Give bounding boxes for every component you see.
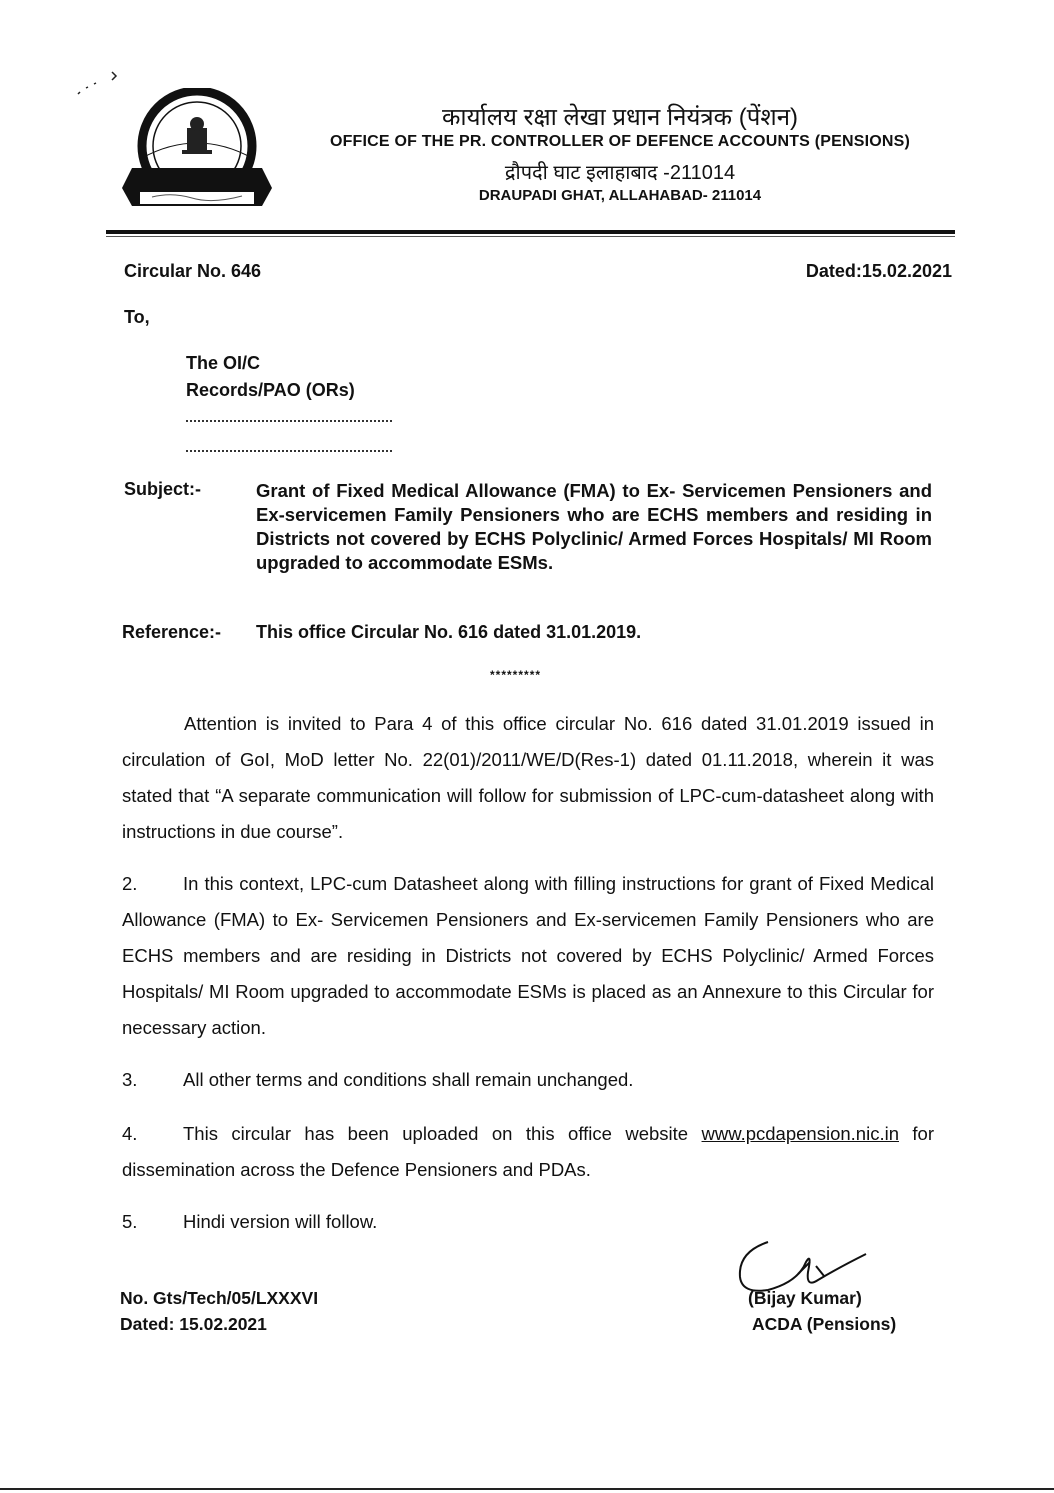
addressee-line-2: Records/PAO (ORs) <box>186 380 355 400</box>
paragraph-number: 2. <box>122 873 138 894</box>
paragraph-4-text-before: This circular has been uploaded on this office website <box>183 1123 702 1144</box>
office-address-english: DRAUPADI GHAT, ALLAHABAD- 211014 <box>478 187 762 204</box>
paragraph-number: 4. <box>122 1123 138 1144</box>
paragraph-5: Hindi version will follow. <box>183 1211 378 1232</box>
reference-date: Dated: 15.02.2021 <box>120 1314 267 1334</box>
addressee-blank-line <box>186 448 392 452</box>
office-address-hindi: द्रौपदी घाट इलाहाबाद -211014 <box>504 162 736 184</box>
office-name-hindi: कार्यालय रक्षा लेखा प्रधान नियंत्रक (पेंशन) <box>441 104 799 131</box>
paragraph-number: 3. <box>122 1069 138 1090</box>
paragraph-2-text: In this context, LPC-cum Datasheet along with filling instructions for grant of Fixed Medical Allowance (FMA) to Ex- Servicemen Pensioners and Ex-servicemen Family Pensioners who are ECHS members and are residing in Districts not covered by ECHS Polyclinic/ Armed Forces Hospitals/ MI Room upgraded to accommodate ESMs is placed as an Annexure to this Circular for necessary action. <box>122 873 934 1038</box>
to-label: To, <box>124 307 150 327</box>
paragraph-4-text-after: for dissemination across the Defence Pensioners and PDAs. <box>122 1123 935 1180</box>
signatory-designation: ACDA (Pensions) <box>752 1314 897 1334</box>
signatory-name: (Bijay Kumar) <box>748 1288 862 1308</box>
addressee-line-1: The OI/C <box>186 353 261 373</box>
page-bottom-edge <box>0 1488 1054 1490</box>
paragraph-1: Attention is invited to Para 4 of this office circular No. 616 dated 31.01.2019 issued in circulation of GoI, MoD letter No. 22(01)/2011/WE/D(Res-1) dated 01.11.2018, wherein it was stated that “A separate communication will follow for submission of LPC-cum-datasheet along with instructions in due course”. <box>122 713 934 842</box>
office-name-english: OFFICE OF THE PR. CONTROLLER OF DEFENCE ACCOUNTS (PENSIONS) <box>329 133 911 150</box>
circular-date: Dated:15.02.2021 <box>805 261 952 281</box>
reference-text: This office Circular No. 616 dated 31.01.2019. <box>256 622 642 642</box>
subject-text: Grant of Fixed Medical Allowance (FMA) to Ex- Servicemen Pensioners and Ex-servicemen Family Pensioners who are ECHS members and residing in Districts not covered by ECHS Polyclinic/ Armed Forces Hospitals/ MI Room upgraded to accommodate ESMs. <box>256 480 932 573</box>
subject-label: Subject:- <box>124 479 202 499</box>
paragraph-2 <box>122 866 934 1046</box>
addressee-blank-line <box>186 418 392 422</box>
department-emblem-icon <box>112 88 282 218</box>
separator-stars: ********* <box>490 668 542 682</box>
circular-number: Circular No. 646 <box>124 261 262 281</box>
letterhead-rule <box>106 230 955 234</box>
paragraph-3: All other terms and conditions shall remain unchanged. <box>183 1069 634 1090</box>
pcda-website-link[interactable]: www.pcdapension.nic.in <box>701 1123 899 1144</box>
reference-number: No. Gts/Tech/05/LXXXVI <box>120 1288 319 1308</box>
paragraph-4 <box>122 1116 934 1188</box>
letterhead-rule-thin <box>106 236 955 237</box>
reference-label: Reference:- <box>122 622 222 642</box>
paragraph-number: 5. <box>122 1211 138 1232</box>
